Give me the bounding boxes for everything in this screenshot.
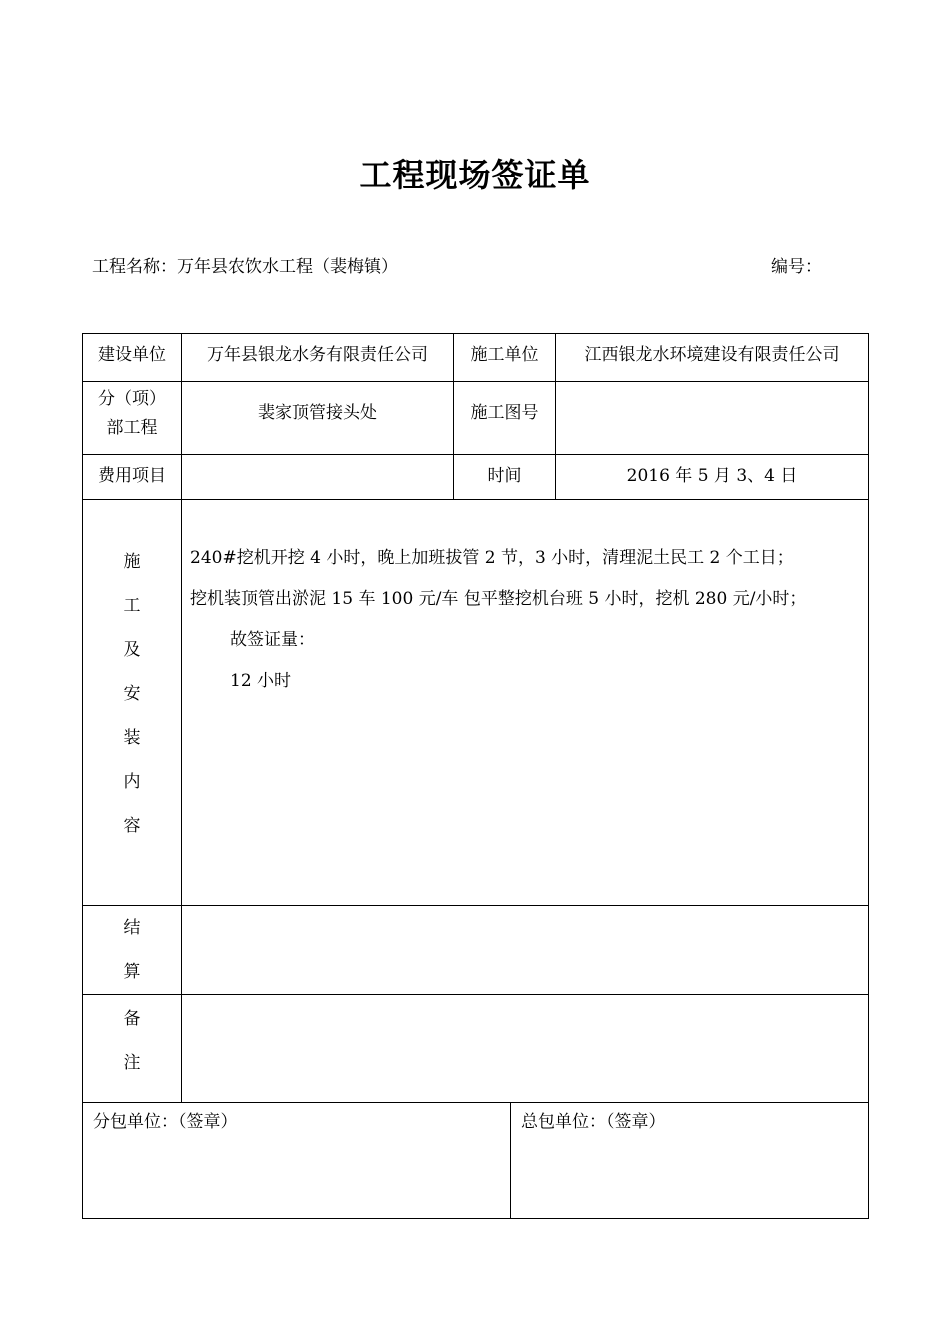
subproject-value: 裴家顶管接头处 [182,382,454,455]
time-value: 2016 年 5 月 3、4 日 [556,455,869,500]
subcontractor-signature: 分包单位：（签章） [83,1103,511,1219]
cost-label: 费用项目 [83,455,182,500]
row-owner [83,334,869,382]
drawing-value [556,382,869,455]
row-settlement [83,906,869,995]
certified-label: 故签证量： [230,630,315,650]
content-label-char: 容 [123,816,141,836]
subproject-label [83,382,182,455]
content-line-2: 挖机装顶管出淤泥 15 车 100 元/车 包平整挖机台班 5 小时，挖机 280 元/小时； [190,589,807,609]
page-title: 工程现场签证单 [359,156,591,194]
cost-value [182,455,454,500]
content-label-char: 工 [123,596,141,616]
subproject-label-line1: 分（项） [98,389,166,409]
content-body [182,500,869,906]
content-label-char: 装 [123,728,141,748]
remark-label [83,995,182,1103]
content-label-char: 施 [123,552,141,572]
certified-value: 12 小时 [230,671,292,691]
remark-label-char: 注 [123,1053,141,1073]
time-label: 时间 [454,455,556,500]
content-label-char: 及 [123,640,141,660]
settlement-label-char: 算 [123,962,141,982]
signature-table [82,1103,869,1219]
settlement-value [182,906,869,995]
row-remark [83,995,869,1103]
owner-label: 建设单位 [83,334,182,382]
content-label-char: 内 [123,772,141,792]
remark-value [182,995,869,1103]
drawing-label: 施工图号 [454,382,556,455]
visa-form-table [82,333,869,1103]
subproject-label-line2: 部工程 [106,418,158,438]
content-label-char: 安 [123,684,141,704]
row-content [83,500,869,906]
content-line-1: 240#挖机开挖 4 小时，晚上加班拔管 2 节，3 小时，清理泥土民工 2 个工日； [190,548,794,568]
general-contractor-signature: 总包单位：（签章） [511,1103,869,1219]
project-name: 工程名称：万年县农饮水工程（裴梅镇） [92,257,398,277]
remark-label-char: 备 [123,1009,141,1029]
row-cost [83,455,869,500]
number-label: 编号： [771,257,822,277]
owner-value: 万年县银龙水务有限责任公司 [182,334,454,382]
contractor-value: 江西银龙水环境建设有限责任公司 [556,334,869,382]
contractor-label: 施工单位 [454,334,556,382]
row-subproject [83,382,869,455]
settlement-label-char: 结 [123,918,141,938]
signature-row [83,1103,869,1219]
content-label [83,500,182,906]
settlement-label [83,906,182,995]
